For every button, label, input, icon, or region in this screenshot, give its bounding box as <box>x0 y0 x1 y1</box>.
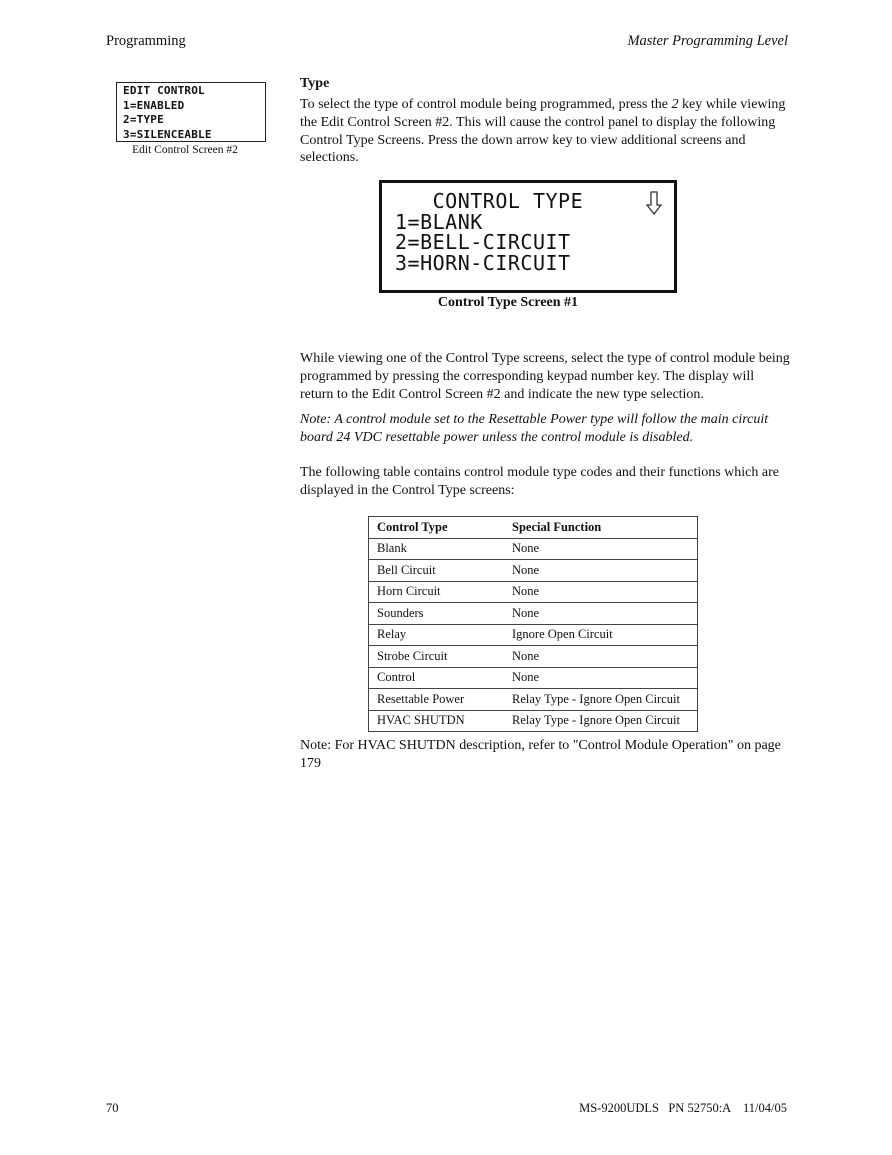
control-type-caption: Control Type Screen #1 <box>437 295 579 310</box>
page-number: 70 <box>106 1101 119 1115</box>
table-row <box>369 538 698 560</box>
table-row <box>369 560 698 582</box>
table-row <box>369 603 698 625</box>
lcd-line: 3=SILENCEABLE <box>123 127 212 141</box>
cell-control-type: Blank <box>369 538 505 560</box>
intro-paragraph <box>300 96 790 167</box>
header-section-title: Programming <box>106 33 186 49</box>
column-header-special-function: Special Function <box>504 517 698 539</box>
control-type-table <box>368 516 698 732</box>
cell-control-type: Relay <box>369 624 505 646</box>
cell-control-type: HVAC SHUTDN <box>369 710 505 732</box>
cell-special-function: None <box>504 603 698 625</box>
lcd-line: 2=TYPE <box>123 113 164 126</box>
cell-special-function: None <box>504 538 698 560</box>
lcd-line: 1=BLANK <box>395 209 483 234</box>
lcd-line: EDIT CONTROL <box>123 84 205 97</box>
lcd-line: 3=HORN-CIRCUIT <box>395 250 571 275</box>
cell-control-type: Strobe Circuit <box>369 646 505 668</box>
lcd-line: 1=ENABLED <box>123 98 185 112</box>
hvac-note-paragraph: Note: For HVAC SHUTDN description, refer to "Control Module Operation" on page 179 <box>300 738 781 771</box>
table-row <box>369 581 698 603</box>
section-heading: Type <box>300 76 330 91</box>
cell-control-type: Sounders <box>369 603 505 625</box>
cell-control-type: Bell Circuit <box>369 560 505 582</box>
intro-key: 2 <box>671 97 679 112</box>
table-row <box>369 646 698 668</box>
edit-control-lcd <box>116 82 266 142</box>
intro-text-1: To select the type of control module being programmed, press the <box>300 97 672 112</box>
control-type-lcd <box>379 180 677 293</box>
header-chapter-title: Master Programming Level <box>627 33 788 49</box>
cell-special-function: Relay Type - Ignore Open Circuit <box>504 689 698 711</box>
table-row <box>369 667 698 689</box>
cell-special-function: None <box>504 560 698 582</box>
table-row <box>369 710 698 732</box>
resettable-power-note: Note: A control module set to the Resettable Power type will follow the main circuit board 24 VDC resettable power unless the control module is disabled. <box>300 412 769 445</box>
cell-special-function: None <box>504 646 698 668</box>
lcd-line: 2=BELL-CIRCUIT <box>395 230 571 254</box>
column-header-control-type: Control Type <box>369 517 505 539</box>
table-row <box>369 624 698 646</box>
cell-control-type: Control <box>369 667 505 689</box>
lcd-line: CONTROL TYPE <box>395 189 584 213</box>
edit-control-caption: Edit Control Screen #2 <box>132 144 238 156</box>
table-header-row <box>369 517 698 539</box>
table-row <box>369 689 698 711</box>
cell-special-function: Ignore Open Circuit <box>504 624 698 646</box>
intro-text-2: key while viewing the Edit Control Screen #2. This will cause the control panel to display the following Control Type Screens. Press the down arrow key to view additional screens and selections. <box>300 97 786 166</box>
cell-control-type: Horn Circuit <box>369 581 505 603</box>
cell-control-type: Resettable Power <box>369 689 505 711</box>
cell-special-function: None <box>504 581 698 603</box>
cell-special-function: None <box>504 667 698 689</box>
cell-special-function: Relay Type - Ignore Open Circuit <box>504 710 698 732</box>
document-id: MS-9200UDLS PN 52750:A 11/04/05 <box>579 1101 787 1115</box>
table-intro-paragraph: The following table contains control module type codes and their functions which are displayed in the Control Type screens: <box>300 465 779 498</box>
selection-paragraph: While viewing one of the Control Type screens, select the type of control module being programmed by pressing the corresponding keypad number key. The display will return to the Edit Control Screen #2 and indicate the new type selection. <box>300 351 790 402</box>
down-arrow-icon <box>646 191 662 215</box>
